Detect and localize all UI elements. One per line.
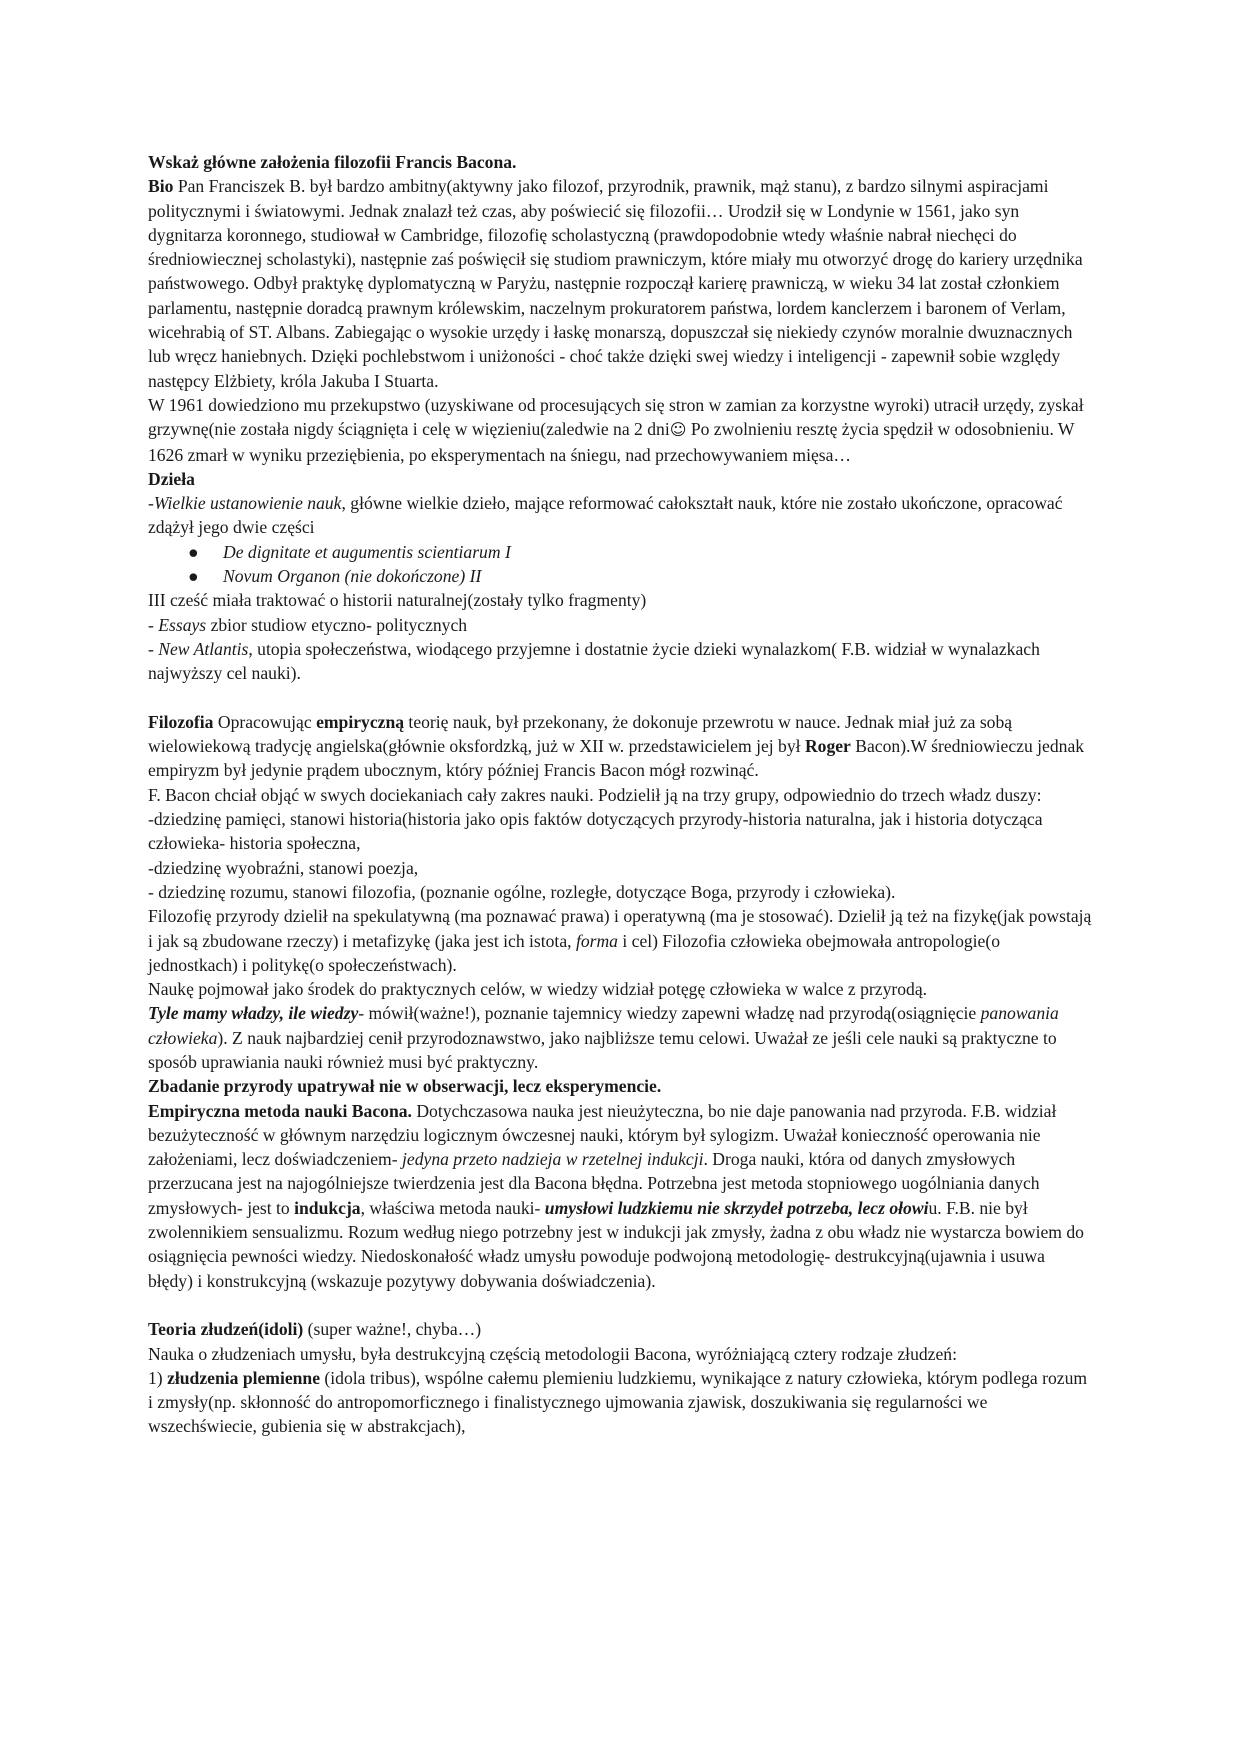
method-paragraph: Empiryczna metoda nauki Bacona. Dotychczasowa nauka jest nieużyteczna, bo nie daje panowania nad przyroda. F.B. widział bezużyteczność w głównym narzędziu logicznym ówczesnej nauki, którym był sylogizm. Uważał konieczność operowania nie założeniami, lecz doświadczeniem- jedyna przeto nadzieja w rzetelnej indukcji. Droga nauki, która od danych zmysłowych przerzucana jest na najogólniejsze twierdzenia jest dla Bacona błędna. Potrzebna jest metoda stopniowego uogólniania danych zmysłowych- jest to indukcja, właściwa metoda nauki- umysłowi ludzkiemu nie skrzydeł potrzeba, lecz ołowiu. F.B. nie był zwolennikiem sensualizmu. Rozum według niego potrzebny jest w indukcji jak zmysły, żadna z obu władz nie wystarcza bowiem do osiągnięcia pewności wiedzy. Niedoskonałość władz umysłu powoduje podwojoną metodologię- destrukcyjną(ujawnia i usuwa błędy) i konstrukcyjną (wskazuje pozytywy dobywania doświadczenia). [148, 1100, 1084, 1291]
philosophy-paragraph-2: F. Bacon chciał objąć w swych dociekaniach cały zakres nauki. Podzielił ją na trzy grupy, odpowiednio do trzech władz duszy: [148, 784, 1042, 805]
idols-heading-line: Teoria złudzeń(idoli) (super ważne!, chyba…) [148, 1319, 482, 1340]
document-page [148, 150, 1093, 1439]
works-intro: -Wielkie ustanowienie nauk, główne wielkie dzieło, mające reformować całokształt nauk, które nie zostało ukończone, opracować zdążył jego dwie części [148, 493, 1063, 538]
bio-label: Bio [148, 176, 174, 197]
philosophy-heading: Filozofia [148, 711, 214, 732]
bio-text-2b: Po zwolnieniu resztę życia spędził w odosobnieniu. W 1626 zmarł w wyniku przeziębienia, po eksperymentach na śniegu, nad przechowywaniem mięsa… [148, 419, 1075, 465]
philosophy-paragraph-7: Naukę pojmował jako środek do praktycznych celów, w wiedzy widział potęgę człowieka w walce z przyrodą. [148, 979, 928, 1000]
bio-paragraph-2 [148, 393, 1093, 467]
list-item: ● De dignitate et augumentis scientiarum I [148, 540, 1093, 564]
philosophy-paragraph-8: Tyle mamy władzy, ile wiedzy- mówił(ważne!), poznanie tajemnicy wiedzy zapewni władzę nad przyrodą(osiągnięcie panowania człowieka). Z nauk najbardziej cenił przyrodoznawstwo, jako najbliższe temu celowi. Uważał ze jeśli cele nauki są praktyczne to sposób uprawiania nauki również musi być praktyczny. [148, 1003, 1059, 1072]
philosophy-paragraph-5: - dziedzinę rozumu, stanowi filozofia, (poznanie ogólne, rozległe, dotyczące Boga, przyrody i człowieka). [148, 881, 896, 902]
idols-paragraph: Nauka o złudzeniach umysłu, była destrukcyjną częścią metodologii Bacona, wyróżniającą cztery rodzaje złudzeń: [148, 1343, 957, 1364]
philosophy-paragraph-1: Filozofia Opracowując empiryczną teorię nauk, był przekonany, że dokonuje przewrotu w nauce. Jednak miał już za sobą wielowiekową tradycję angielska(głównie oksfordzką, już w XII w. przedstawicielem jej był Roger Bacon).W średniowieczu jednak empiryzm był jedynie prądem ubocznym, który później Francis Bacon mógł rozwinąć. [148, 711, 1085, 781]
bio-text: Pan Franciszek B. był bardzo ambitny(aktywny jako filozof, przyrodnik, prawnik, mąż stanu), z bardzo silnymi aspiracjami politycznymi i światowymi. Jednak znalazł też czas, aby poświecić się filozofii… Urodził się w Londynie w 1561, jako syn dygnitarza koronnego, studiował w Cambridge, filozofię scholastyczną (prawdopodobnie wtedy właśnie nabrał niechęci do średniowiecznej scholastyki), następnie zaś poświęcił się studiom prawniczym, które miały mu otworzyć drogę do kariery urzędnika państwowego. Odbył praktykę dyplomatyczną w Paryżu, następnie rozpoczął karierę prawniczą, w wieku 34 lat został członkiem parlamentu, następnie doradcą prawnym królewskim, naczelnym prokuratorem państwa, lordem kanclerzem i baronem of Verlam, wicehrabią of ST. Albans. Zabiegając o wysokie urzędy i łaskę monarszą, dopuszczał się niekiedy czynów moralnie dwuznacznych lub wręcz haniebnych. Dzięki pochlebstwom i uniżoności - choć także dzięki swej wiedzy i inteligencji - zapewnił sobie względy następcy Elżbiety, króla Jakuba I Stuarta. [148, 176, 1083, 391]
philosophy-paragraph-9: Zbadanie przyrody upatrywał nie w obserwacji, lecz eksperymencie. [148, 1076, 662, 1097]
philosophy-paragraph-4: -dziedzinę wyobraźni, stanowi poezja, [148, 857, 419, 878]
bullet-icon: ● [188, 541, 199, 562]
bullet-icon: ● [188, 566, 199, 587]
spacer [148, 686, 1093, 710]
spacer [148, 1293, 1093, 1317]
works-essays: - Essays zbior studiow etyczno- politycznych [148, 614, 468, 635]
idols-item-1: 1) złudzenia plemienne (idola tribus), wspólne całemu plemieniu ludzkiemu, wynikające z natury człowieka, którym podlega rozum i zmysły(np. skłonność do antropomorficznego i finalistycznego ujmowania zjawisk, doszukiwania się regularności we wszechświecie, gubienia się w abstrakcjach), [148, 1367, 1088, 1437]
list-item: ● Novum Organon (nie dokończone) II [148, 564, 1093, 588]
bio-text-2a: W 1961 dowiedziono mu przekupstwo (uzyskiwane od procesujących się stron w zamian za korzystne wyroki) utracił urzędy, zyskał grzywnę(nie została nigdy ściągnięta i celę w więzieniu(zaledwie na 2 dni [148, 394, 1084, 440]
great-work-title: Wielkie ustanowienie nauk [153, 493, 342, 514]
method-heading: Empiryczna metoda nauki Bacona. [148, 1100, 412, 1121]
document-title: Wskaż główne założenia filozofii Francis Bacona. [148, 152, 517, 172]
works-parts-list [148, 540, 1093, 589]
smiley-icon: ☺ [669, 420, 687, 440]
bacon-quote: Tyle mamy władzy, ile wiedzy [148, 1003, 359, 1024]
works-heading: Dzieła [148, 468, 195, 489]
works-part3: III cześć miała traktować o historii naturalnej(zostały tylko fragmenty) [148, 590, 647, 611]
philosophy-paragraph-3: -dziedzinę pamięci, stanowi historia(historia jako opis faktów dotyczących przyrody-historia naturalna, jak i historia dotycząca człowieka- historia społeczna, [148, 809, 1043, 854]
bio-paragraph [148, 174, 1093, 393]
works-atlantis: - New Atlantis, utopia społeczeństwa, wiodącego przyjemne i dostatnie życie dzieki wynalazkom( F.B. widział w wynalazkach najwyższy cel nauki). [148, 638, 1040, 684]
philosophy-paragraph-6: Filozofię przyrody dzielił na spekulatywną (ma poznawać prawa) i operatywną (ma je stosować). Dzielił ją też na fizykę(jak powstają i jak są zbudowane rzeczy) i metafizykę (jaka jest ich istota, forma i cel) Filozofia człowieka obejmowała antropologie(o jednostkach) i politykę(o społeczeństwach). [148, 906, 1092, 975]
idols-heading: Teoria złudzeń(idoli) [148, 1319, 304, 1340]
